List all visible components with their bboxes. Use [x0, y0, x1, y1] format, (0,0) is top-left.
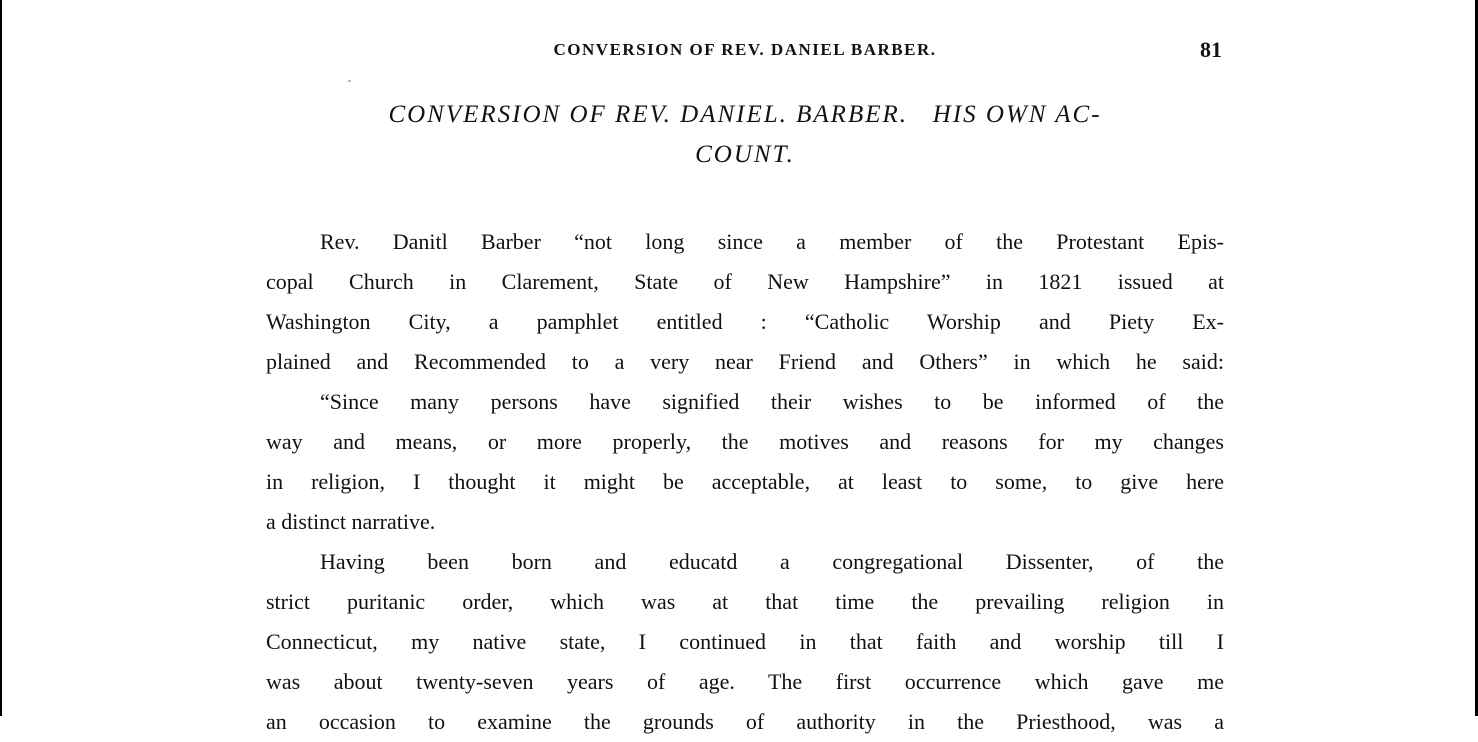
text-line: an occasion to examine the grounds of authority in the Priesthood, was a	[266, 709, 1224, 734]
text-line: copal Church in Clarement, State of New Hampshire” in 1821 issued at	[266, 269, 1224, 294]
scan-speck	[348, 80, 351, 82]
chapter-title-line-2: COUNT.	[695, 141, 795, 168]
text-line: plained and Recommended to a very near Friend and Others” in which he said:	[266, 349, 1224, 374]
text-line: “Since many persons have signified their wishes to be informed of the	[320, 389, 1224, 414]
body-text	[266, 222, 1224, 742]
running-head	[266, 38, 1224, 68]
chapter-title-line-1: CONVERSION OF REV. DANIEL. BARBER. HIS OWN AC-	[388, 101, 1102, 128]
running-head-title: CONVERSION OF REV. DANIEL BARBER.	[553, 40, 937, 59]
page-edge-left	[0, 0, 2, 716]
text-line: Having been born and educatd a congregational Dissenter, of the	[320, 549, 1224, 574]
chapter-title	[266, 95, 1224, 175]
text-line: a distinct narrative.	[266, 509, 436, 534]
text-line: way and means, or more properly, the motives and reasons for my changes	[266, 429, 1224, 454]
paragraph-3	[266, 542, 1224, 742]
text-line: Washington City, a pamphlet entitled : “Catholic Worship and Piety Ex-	[266, 309, 1224, 334]
page-number: 81	[1200, 37, 1222, 62]
text-line: in religion, I thought it might be acceptable, at least to some, to give here	[266, 469, 1224, 494]
paragraph-2	[266, 382, 1224, 542]
text-line: Rev. Danitl Barber “not long since a member of the Protestant Epis-	[320, 229, 1224, 254]
paragraph-1	[266, 222, 1224, 382]
text-line: Connecticut, my native state, I continued in that faith and worship till I	[266, 629, 1224, 654]
text-line: strict puritanic order, which was at that time the prevailing religion in	[266, 589, 1224, 614]
book-page	[266, 0, 1224, 734]
text-line: was about twenty-seven years of age. The first occurrence which gave me	[266, 669, 1224, 694]
